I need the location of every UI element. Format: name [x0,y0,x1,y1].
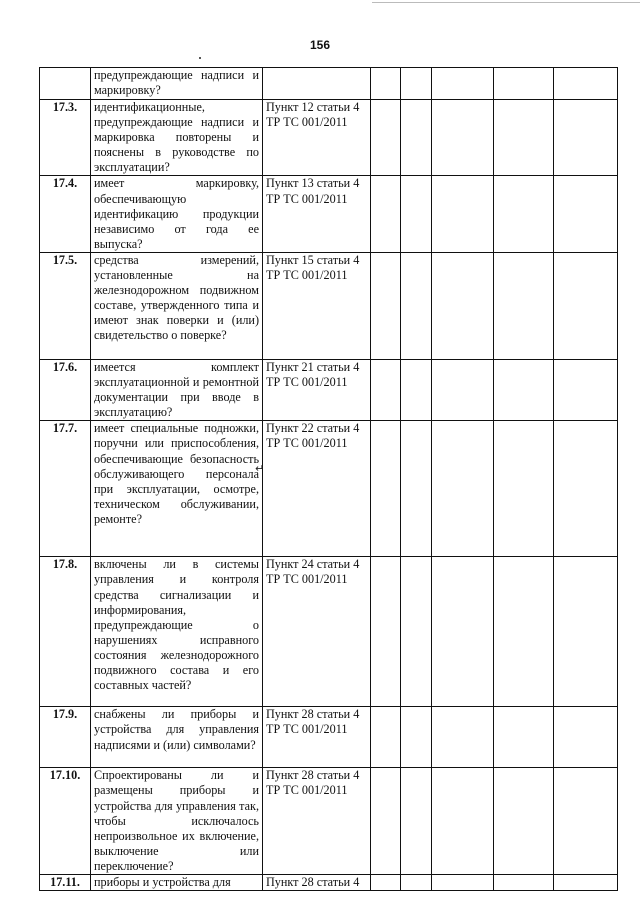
answer-cell [432,252,494,359]
answer-cell [371,768,401,875]
answer-cell [554,359,618,420]
requirement-question: имеет маркировку, обеспечивающую идентификацию продукции независимо от года ее выпуска? [91,176,263,252]
answer-cell [432,68,494,100]
answer-cell [494,421,554,557]
requirement-question: приборы и устройства для [91,874,263,890]
reference-line: Пункт 12 статьи 4 [266,100,360,114]
answer-cell [494,68,554,100]
answer-cell [494,707,554,768]
answer-cell [554,176,618,252]
answer-cell [401,421,432,557]
table-row [40,874,618,890]
requirement-question: снабжены ли приборы и устройства для управления надписями и (или) символами? [91,707,263,768]
table-row [40,707,618,768]
reference-line: Пункт 21 статьи 4 [266,359,360,374]
reference-line: ТР ТС 001/2011 [266,436,348,451]
answer-cell [401,557,432,707]
answer-cell [554,707,618,768]
answer-cell [401,768,432,875]
answer-cell [371,252,401,359]
reference-line: Пункт 24 статьи 4 [266,557,360,572]
table-row [40,557,618,707]
answer-cell [371,421,401,557]
pen-mark: ↵ [255,462,265,475]
regulation-reference [263,252,371,359]
table-row [40,68,618,100]
requirement-question: имеется комплект эксплуатационной и ремонтной документации при вводе в эксплуатацию? [91,359,263,420]
answer-cell [371,68,401,100]
answer-cell [494,252,554,359]
answer-cell [432,557,494,707]
answer-cell [554,252,618,359]
answer-cell [494,768,554,875]
table-row [40,252,618,359]
answer-cell [432,768,494,875]
answer-cell [494,359,554,420]
answer-cell [432,874,494,890]
item-number: 17.4. [40,176,91,252]
item-number: 17.5. [40,252,91,359]
regulation-reference [263,557,371,707]
item-number: 17.9. [40,707,91,768]
reference-line: Пункт 28 статьи 4 [266,768,360,783]
item-number: 17.11. [40,874,91,890]
table-row [40,421,618,557]
reference-line: ТР ТС 001/2011 [266,191,348,206]
answer-cell [371,359,401,420]
answer-cell [554,874,618,890]
reference-line: Пункт 28 статьи 4 [266,874,360,889]
answer-cell [554,557,618,707]
answer-cell [401,874,432,890]
answer-cell [371,176,401,252]
reference-line: ТР ТС 001/2011 [266,375,348,390]
answer-cell [494,874,554,890]
page-number: 156 [309,38,331,52]
reference-line: Пункт 22 статьи 4 [266,421,360,436]
reference-line: ТР ТС 001/2011 [266,572,348,587]
requirement-question: Спроектированы ли и размещены приборы и устройства для управления так, чтобы исключалось непроизвольное их включение, выключение или переключение? [91,768,263,875]
answer-cell [401,707,432,768]
answer-cell [371,557,401,707]
item-number: 17.3. [40,100,91,176]
table-row [40,768,618,875]
item-number: 17.6. [40,359,91,420]
answer-cell [401,359,432,420]
table-row [40,100,618,176]
item-number [40,68,91,100]
table-row [40,176,618,252]
scan-speck [199,57,201,59]
answer-cell [554,68,618,100]
reference-line: ТР ТС 001/2011 [266,268,348,283]
requirements-table [39,67,618,891]
requirement-question: предупреждающие надписи и маркировку? [91,68,263,100]
answer-cell [494,557,554,707]
regulation-reference [263,768,371,875]
answer-cell [401,252,432,359]
regulation-reference [263,707,371,768]
answer-cell [401,176,432,252]
regulation-reference [263,176,371,252]
answer-cell [432,421,494,557]
answer-cell [554,768,618,875]
answer-cell [432,176,494,252]
answer-cell [494,100,554,176]
reference-line: ТР ТС 001/2011 [266,115,348,130]
answer-cell [554,100,618,176]
answer-cell [371,707,401,768]
answer-cell [432,707,494,768]
answer-cell [432,359,494,420]
requirement-question: средства измерений, установленные на железнодорожном подвижном составе, утвержденного типа и имеют знак поверки и (или) свидетельство о поверке? [91,252,263,359]
reference-line: Пункт 15 статьи 4 [266,252,360,267]
requirement-question: включены ли в системы управления и контроля средства сигнализации и информирования, предупреждающие о нарушениях исправного состояния железнодорожного подвижного состава и его составных частей? [91,557,263,707]
table-row [40,359,618,420]
reference-line: Пункт 28 статьи 4 [266,707,360,722]
item-number: 17.10. [40,768,91,875]
answer-cell [494,176,554,252]
regulation-reference [263,68,371,100]
regulation-reference [263,874,371,890]
reference-line: ТР ТС 001/2011 [266,783,348,798]
regulation-reference [263,359,371,420]
answer-cell [401,68,432,100]
answer-cell [554,421,618,557]
regulation-reference [263,100,371,176]
requirement-question: имеет специальные подножки, поручни или приспособления, обеспечивающие безопасность обслуживающего персонала при эксплуатации, осмотре, техническом обслуживании, ремонте? [91,421,263,557]
answer-cell [401,100,432,176]
reference-line: ТР ТС 001/2011 [266,722,348,737]
requirement-question: идентификационные, предупреждающие надписи и маркировка повторены и пояснены в руководстве по эксплуатации? [91,100,263,176]
answer-cell [432,100,494,176]
answer-cell [371,100,401,176]
scan-edge-line [372,2,640,3]
reference-line: Пункт 13 статьи 4 [266,176,360,191]
item-number: 17.8. [40,557,91,707]
regulation-reference [263,421,371,557]
item-number: 17.7. [40,421,91,557]
answer-cell [371,874,401,890]
